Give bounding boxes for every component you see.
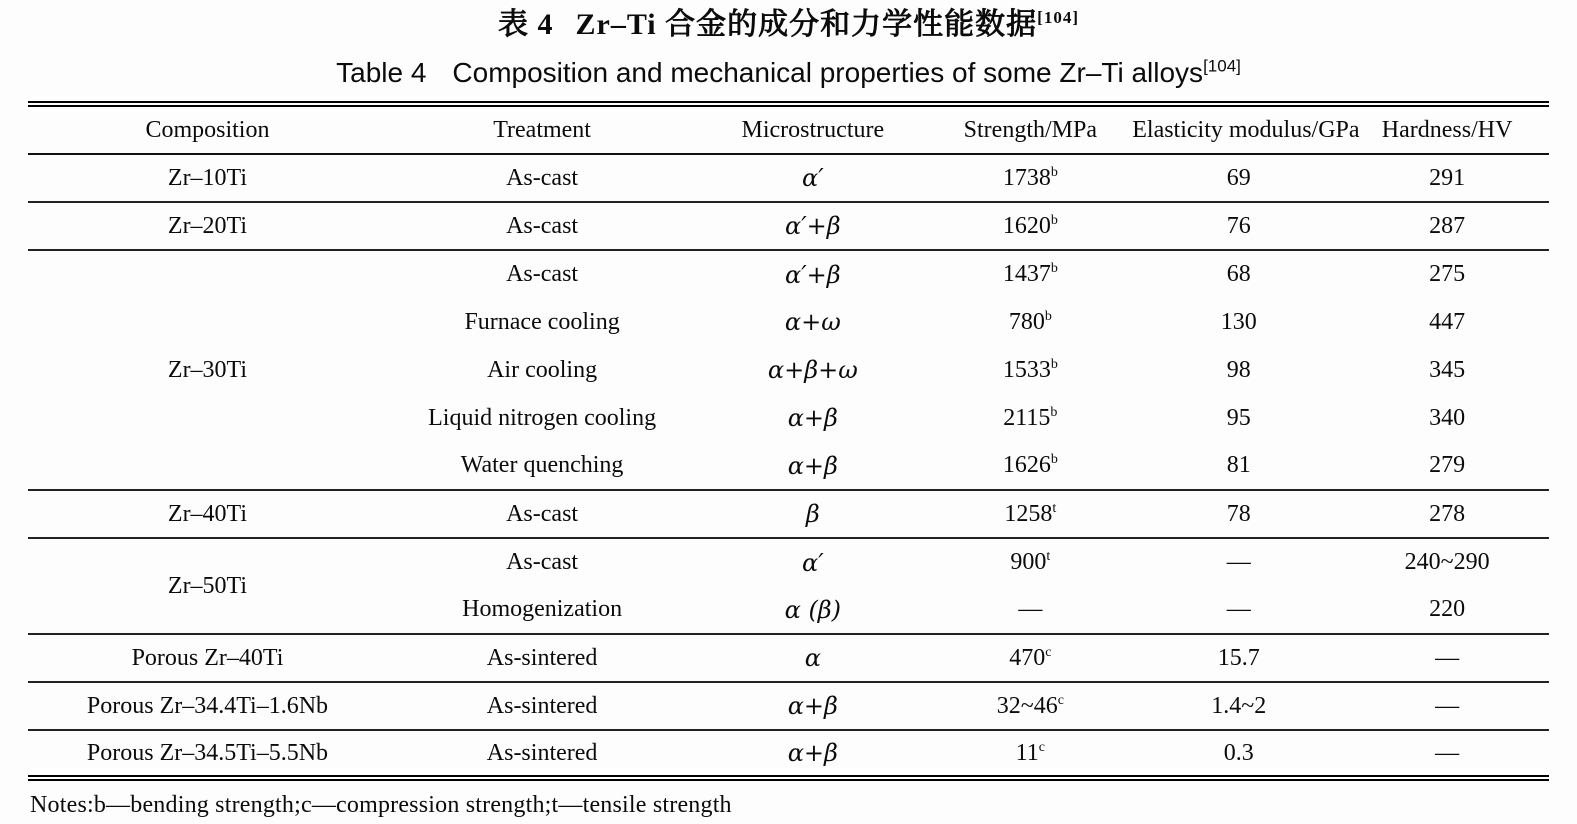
- strength-value: 1533: [1002, 356, 1051, 383]
- strength-value: —: [1018, 596, 1043, 622]
- treatment-cell: Furnace cooling: [464, 308, 620, 335]
- column-header-elasticity-modulus: Elasticity modulus/GPa: [1132, 116, 1360, 143]
- composition-cell: Porous Zr–34.5Ti–5.5Nb: [86, 739, 329, 766]
- column-header-hardness: Hardness/HV: [1381, 116, 1513, 143]
- strength-superscript: b: [1050, 212, 1058, 228]
- strength-cell: [928, 250, 1132, 298]
- reference-superscript: [104]: [1203, 56, 1241, 76]
- modulus-cell: 1.4~2: [1211, 692, 1267, 719]
- hardness-cell: 287: [1429, 212, 1466, 239]
- modulus-cell: 76: [1226, 212, 1251, 239]
- hardness-cell: —: [1435, 739, 1460, 766]
- composition-cell: Zr–50Ti: [167, 572, 248, 599]
- table-header-row: [28, 104, 1549, 154]
- strength-superscript: t: [1052, 500, 1057, 516]
- table-number-english: Table 4: [336, 57, 427, 88]
- treatment-cell: As-sintered: [486, 692, 598, 719]
- strength-cell: [928, 394, 1132, 442]
- microstructure-cell: β: [805, 500, 820, 528]
- composition-cell: Porous Zr–34.4Ti–1.6Nb: [86, 692, 329, 719]
- table-row: [28, 250, 1549, 298]
- table-row: [28, 682, 1549, 730]
- treatment-cell: As-cast: [506, 500, 579, 527]
- modulus-cell: 69: [1226, 164, 1251, 191]
- microstructure-cell: α′+β: [785, 212, 841, 240]
- microstructure-cell: α+β: [787, 451, 838, 480]
- strength-superscript: b: [1050, 404, 1058, 420]
- modulus-cell: 0.3: [1223, 739, 1254, 766]
- table-row: [28, 730, 1549, 778]
- microstructure-cell: α′: [802, 164, 824, 192]
- hardness-cell: 345: [1429, 356, 1466, 383]
- strength-superscript: b: [1050, 164, 1058, 180]
- treatment-cell: Air cooling: [487, 356, 598, 383]
- hardness-cell: 220: [1429, 596, 1466, 622]
- table-row: [28, 154, 1549, 202]
- modulus-cell: 130: [1220, 308, 1257, 335]
- column-header-composition: Composition: [145, 116, 270, 143]
- strength-value: 1738: [1002, 164, 1051, 191]
- strength-cell: [928, 730, 1132, 778]
- microstructure-cell: α′: [802, 548, 824, 577]
- column-header-microstructure: Microstructure: [741, 116, 885, 143]
- hardness-cell: 275: [1429, 261, 1466, 287]
- table-title-english-text: Composition and mechanical properties of some Zr–Ti alloys: [452, 57, 1204, 88]
- strength-superscript: c: [1045, 644, 1052, 660]
- treatment-cell: Water quenching: [460, 452, 624, 478]
- modulus-cell: 98: [1226, 356, 1251, 383]
- strength-superscript: b: [1050, 356, 1058, 372]
- column-header-treatment: Treatment: [493, 116, 591, 143]
- treatment-cell: As-cast: [506, 212, 579, 239]
- microstructure-cell: α+β+ω: [767, 356, 858, 384]
- strength-superscript: t: [1046, 549, 1051, 564]
- microstructure-cell: α (β): [784, 595, 842, 624]
- strength-cell: [928, 346, 1132, 394]
- strength-superscript: b: [1050, 452, 1058, 467]
- table-row: [28, 538, 1549, 586]
- alloy-properties-table: [28, 101, 1549, 781]
- treatment-cell: As-sintered: [486, 644, 598, 671]
- table-notes: Notes:b—bending strength;c—compression strength;t—tensile strength: [30, 792, 732, 818]
- strength-cell: [928, 538, 1132, 586]
- strength-cell: [928, 442, 1132, 490]
- modulus-cell: 95: [1226, 404, 1251, 431]
- treatment-cell: Homogenization: [462, 596, 623, 622]
- strength-value: 780: [1008, 308, 1045, 335]
- strength-cell: [928, 634, 1132, 682]
- treatment-cell: Liquid nitrogen cooling: [428, 404, 657, 431]
- microstructure-cell: α′+β: [785, 260, 841, 289]
- table-number-chinese: 表 4: [498, 8, 554, 41]
- column-header-strength: Strength/MPa: [963, 116, 1097, 143]
- strength-superscript: c: [1038, 739, 1045, 755]
- microstructure-cell: α+β: [787, 739, 838, 767]
- hardness-cell: 340: [1429, 404, 1466, 431]
- strength-cell: [928, 202, 1132, 250]
- microstructure-cell: α+β: [787, 692, 838, 720]
- strength-value: 900: [1010, 549, 1047, 575]
- hardness-cell: 291: [1429, 164, 1466, 191]
- treatment-cell: As-cast: [506, 261, 579, 287]
- strength-superscript: b: [1050, 261, 1058, 276]
- strength-value: 1620: [1002, 212, 1051, 239]
- hardness-cell: —: [1435, 644, 1460, 671]
- strength-cell: [928, 298, 1132, 346]
- microstructure-cell: α: [804, 644, 821, 672]
- strength-cell: [928, 490, 1132, 538]
- table-row: [28, 202, 1549, 250]
- modulus-cell: 15.7: [1217, 644, 1260, 671]
- hardness-cell: 447: [1429, 308, 1466, 335]
- strength-value: 1437: [1002, 261, 1051, 287]
- strength-cell: [928, 682, 1132, 730]
- treatment-cell: As-cast: [506, 549, 579, 575]
- microstructure-cell: α+β: [787, 404, 838, 432]
- table-row: [28, 634, 1549, 682]
- hardness-cell: 240~290: [1404, 549, 1490, 575]
- hardness-cell: —: [1435, 692, 1460, 719]
- modulus-cell: 78: [1226, 500, 1251, 527]
- strength-cell: [928, 154, 1132, 202]
- strength-superscript: c: [1057, 692, 1064, 708]
- hardness-cell: 278: [1429, 500, 1466, 527]
- hardness-cell: 279: [1429, 452, 1466, 478]
- table-title-english: [0, 56, 1577, 90]
- modulus-cell: 81: [1226, 452, 1251, 478]
- table-title-chinese-text: Zr–Ti 合金的成分和力学性能数据: [575, 8, 1038, 41]
- modulus-cell: —: [1226, 596, 1251, 622]
- table-row: [28, 490, 1549, 538]
- treatment-cell: As-cast: [506, 164, 579, 191]
- strength-value: 1626: [1002, 452, 1051, 478]
- strength-value: 2115: [1003, 404, 1051, 431]
- composition-cell: Zr–40Ti: [167, 500, 248, 527]
- composition-cell: Zr–30Ti: [167, 356, 248, 383]
- strength-value: 32~46: [996, 692, 1058, 719]
- strength-value: 1258: [1004, 500, 1053, 527]
- microstructure-cell: α+ω: [784, 308, 841, 336]
- composition-cell: Zr–20Ti: [167, 212, 248, 239]
- treatment-cell: As-sintered: [486, 739, 598, 766]
- strength-value: 11: [1015, 739, 1039, 766]
- modulus-cell: 68: [1226, 261, 1251, 287]
- strength-superscript: b: [1044, 308, 1052, 324]
- composition-cell: Zr–10Ti: [167, 164, 248, 191]
- strength-value: 470: [1009, 644, 1046, 671]
- reference-superscript: [104]: [1037, 8, 1079, 27]
- modulus-cell: —: [1226, 549, 1251, 575]
- strength-cell: [928, 586, 1132, 634]
- table-title-chinese: [0, 6, 1577, 44]
- composition-cell: Porous Zr–40Ti: [131, 644, 284, 671]
